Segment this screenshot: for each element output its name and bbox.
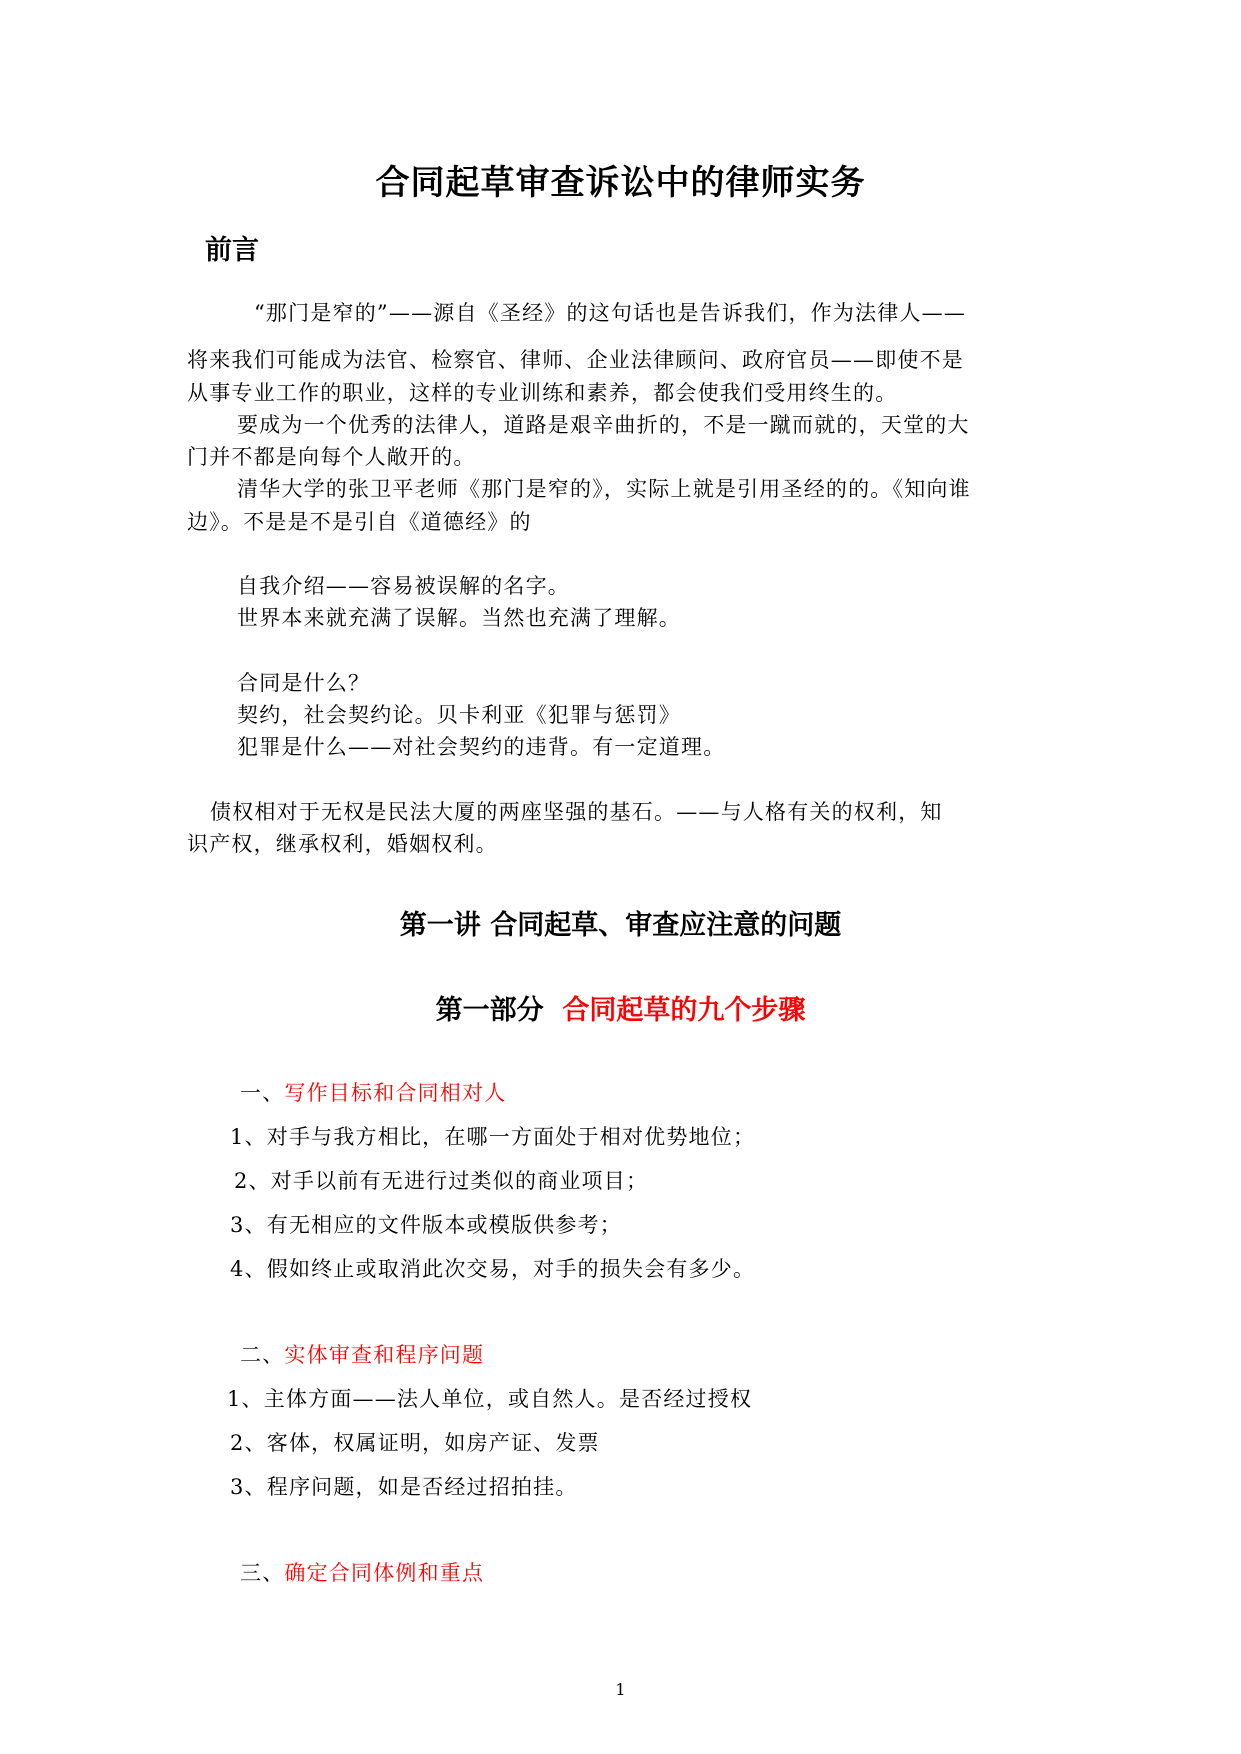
preface-heading: 前言 (205, 235, 259, 266)
section2-title: 实体审查和程序问题 (284, 1343, 485, 1367)
preface-p2-line1: 要成为一个优秀的法律人，道路是艰辛曲折的，不是一蹴而就的，天堂的大 (237, 413, 970, 437)
part-prefix: 第一部分 (435, 995, 563, 1026)
preface-p1-line3: 从事专业工作的职业，这样的专业训练和素养，都会使我们受用终生的。 (187, 381, 898, 405)
preface-p5-line3: 犯罪是什么——对社会契约的违背。有一定道理。 (237, 735, 726, 759)
preface-p4-line2: 世界本来就充满了误解。当然也充满了理解。 (237, 606, 681, 630)
section1-number: 一、 (240, 1081, 285, 1105)
document-title: 合同起草审查诉讼中的律师实务 (375, 163, 866, 203)
section1-item-4: 4、假如终止或取消此次交易，对手的损失会有多少。 (230, 1257, 756, 1281)
section2-heading (240, 1345, 484, 1366)
lecture-heading: 第一讲 合同起草、审查应注意的问题 (399, 910, 842, 941)
section3-title: 确定合同体例和重点 (284, 1561, 485, 1585)
preface-p3-line2: 边》。不是是不是引自《道德经》的 (187, 510, 532, 534)
section3-heading (240, 1563, 484, 1584)
preface-p1-line2: 将来我们可能成为法官、检察官、律师、企业法律顾问、政府官员——即使不是 (187, 348, 964, 372)
preface-p6-line1: 债权相对于无权是民法大厦的两座坚强的基石。——与人格有关的权利，知 (210, 800, 943, 824)
section1-heading (240, 1083, 506, 1104)
part-heading (0, 997, 1241, 1024)
preface-p3-line1: 清华大学的张卫平老师《那门是窄的》，实际上就是引用圣经的的。《知向谁 (237, 477, 971, 501)
section2-item-2: 2、客体，权属证明，如房产证、发票 (230, 1431, 600, 1455)
preface-p5-line2: 契约，社会契约论。贝卡利亚《犯罪与惩罚》 (237, 703, 681, 727)
section3-number: 三、 (240, 1561, 285, 1585)
section1-item-2: 2、对手以前有无进行过类似的商业项目； (234, 1169, 649, 1193)
preface-p5-line1: 合同是什么？ (237, 671, 371, 695)
section1-item-3: 3、有无相应的文件版本或模版供参考； (230, 1213, 622, 1237)
section1-title: 写作目标和合同相对人 (284, 1081, 507, 1105)
section1-item-1: 1、对手与我方相比，在哪一方面处于相对优势地位； (230, 1125, 756, 1149)
preface-p1-line1: “那门是窄的”——源自《圣经》的这句话也是告诉我们，作为法律人—— (254, 301, 967, 325)
page-number: 1 (615, 1680, 626, 1699)
preface-p6-line2: 识产权，继承权利，婚姻权利。 (187, 832, 498, 856)
part-title: 合同起草的九个步骤 (562, 995, 806, 1026)
section2-item-3: 3、程序问题，如是否经过招拍挂。 (230, 1475, 578, 1499)
preface-p4-line1: 自我介绍——容易被误解的名字。 (237, 574, 570, 598)
preface-p2-line2: 门并不都是向每个人敞开的。 (187, 445, 476, 469)
section2-item-1: 1、主体方面——法人单位，或自然人。是否经过授权 (227, 1387, 753, 1411)
section2-number: 二、 (240, 1343, 285, 1367)
